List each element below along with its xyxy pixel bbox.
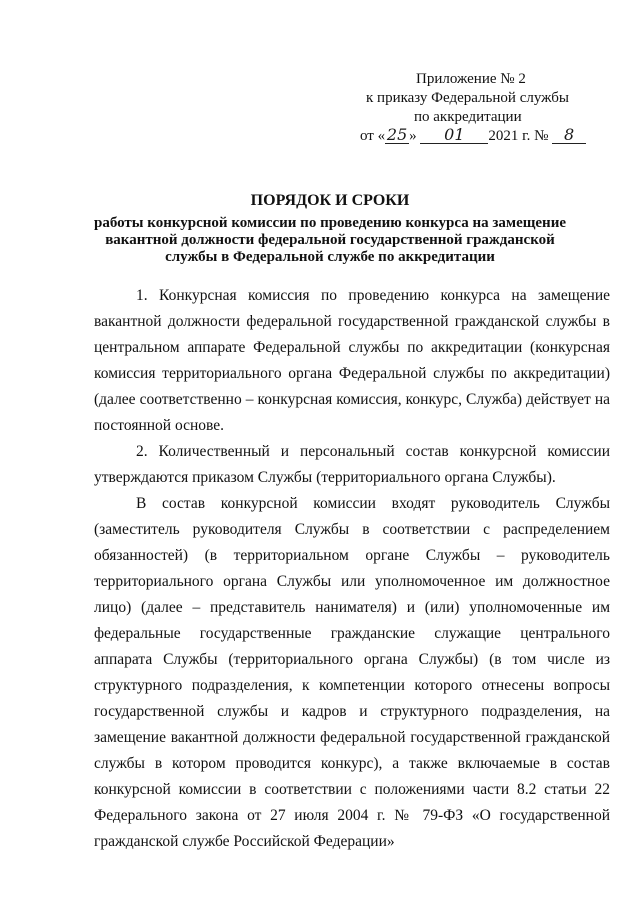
- paragraph-1: 1. Конкурсная комиссия по проведению конкурса на замещение вакантной должности федеральной государственной гражданской службы в центральном аппарате Федеральной службы по аккредитации (конкурсная комиссия территориального органа Федеральной службы по аккредитации) (далее соответственно – конкурсная комиссия, конкурс, Служба) действует на постоянной основе.: [94, 287, 610, 434]
- paragraph-2: 2. Количественный и персональный состав конкурсной комиссии утверждаются приказом Службы (территориального органа Службы).: [94, 443, 610, 486]
- appendix-order-ref: к приказу Федеральной службы: [366, 90, 570, 106]
- date-year: 2021 г. №: [488, 128, 549, 144]
- date-mid: »: [409, 128, 417, 144]
- appendix-date-line: [360, 127, 610, 146]
- appendix-number: Приложение № 2: [416, 71, 526, 87]
- date-prefix: от «: [360, 128, 386, 144]
- handwritten-day: 25: [386, 125, 408, 144]
- paragraph-3: В состав конкурсной комиссии входят руководитель Службы (заместитель руководителя Службы в соответствии с распределением обязанностей) (в территориальном органе Службы – руководитель территориального органа Службы или уполномоченное им должностное лицо) (далее – представитель нанимателя) и (или) уполномоченные им федеральные государственные гражданские служащие центрального аппарата Службы (территориального органа Службы) (в том числе из структурного подразделения, к компетенции которого отнесены вопросы государственной службы и кадров и структурного подразделения, на замещение вакантной должности федеральной государственной гражданской службы в котором проводится конкурс), а также включаемые в состав конкурсной комиссии в соответствии с положениями части 8.2 статьи 22 Федерального закона от 27 июля 2004 г. № 79-ФЗ «О государственной гражданской службе Российской Федерации»: [94, 495, 610, 850]
- document-title: [80, 191, 580, 266]
- appendix-agency: по аккредитации: [414, 109, 522, 125]
- handwritten-order-number: 8: [552, 127, 586, 144]
- title-subtitle: работы конкурсной комиссии по проведению конкурса на замещение вакантной должности федеральной государственной гражданской службы в Федеральной службе по аккредитации: [93, 215, 567, 265]
- appendix-header: [360, 70, 610, 146]
- handwritten-month: 01: [420, 127, 488, 144]
- title-main: ПОРЯДОК И СРОКИ: [250, 192, 410, 209]
- document-body: [94, 283, 610, 855]
